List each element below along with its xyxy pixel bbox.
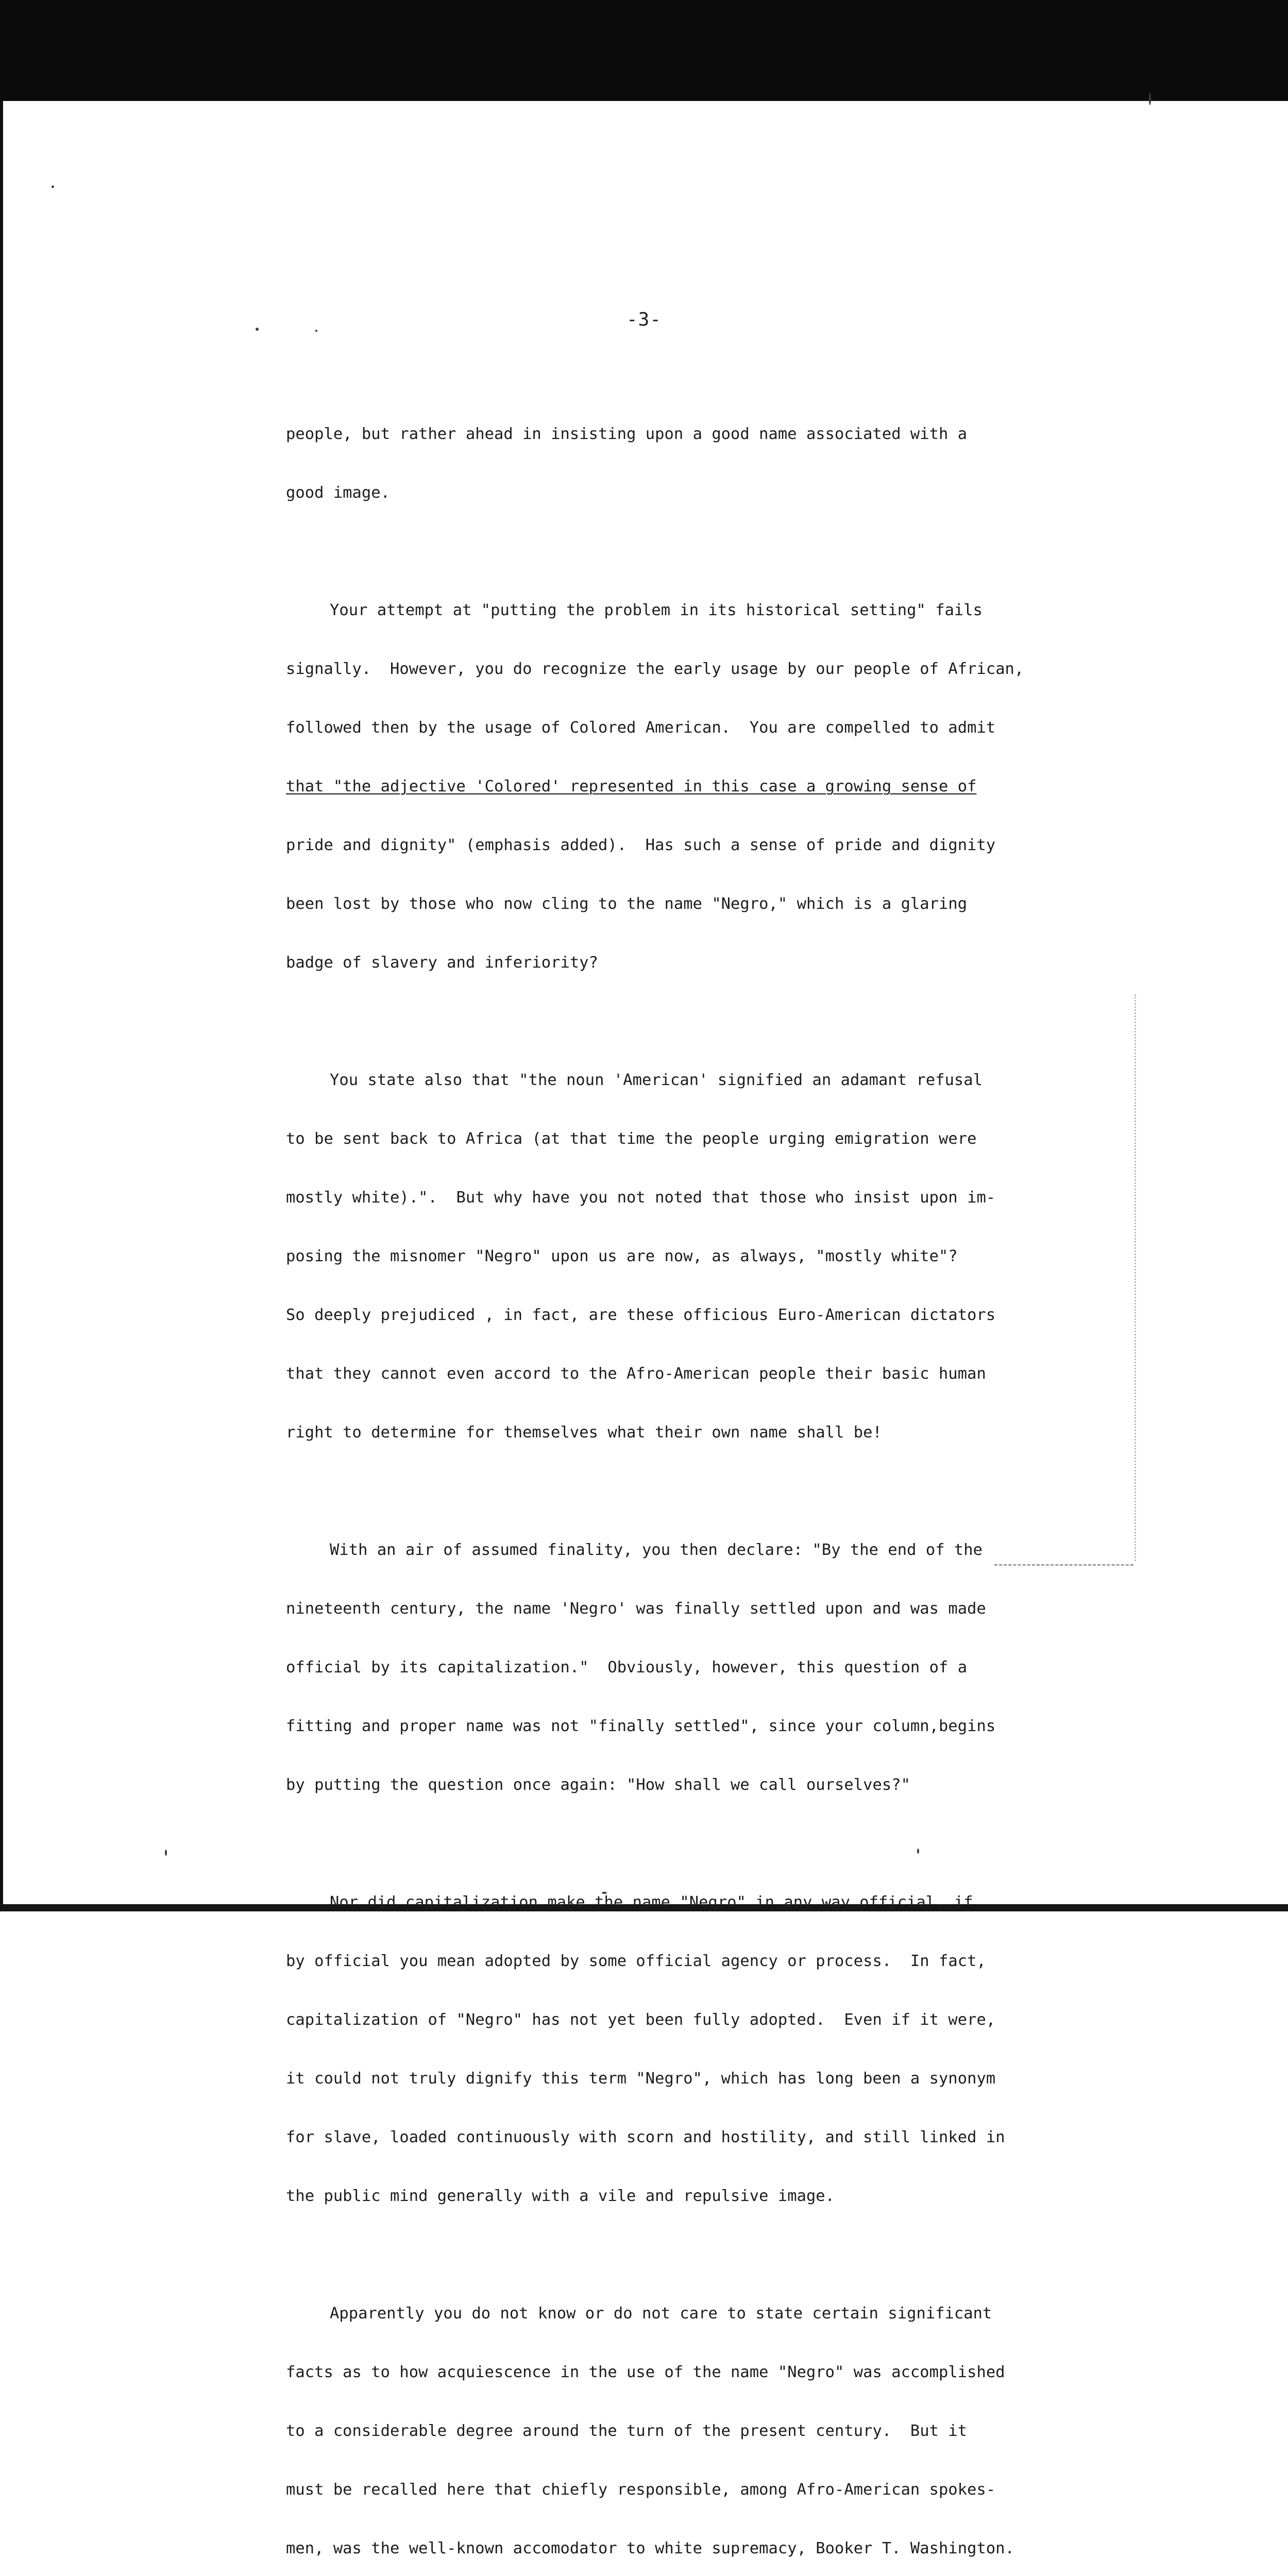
text-line: people, but rather ahead in insisting upon a good name associated with a: [286, 425, 968, 443]
text-line: So deeply prejudiced , in fact, are these officious Euro-American dictators: [286, 1306, 996, 1324]
text-line: Nor did capitalization make the name "Negro" in any way official, if: [330, 1893, 973, 1911]
scan-top-border: [0, 0, 1288, 101]
letter-body: [286, 385, 1043, 2576]
text-line: nineteenth century, the name 'Negro' was finally settled upon and was made: [286, 1600, 986, 1618]
scan-speck: [165, 1850, 167, 1856]
text-line: signally. However, you do recognize the early usage by our people of African,: [286, 660, 1024, 678]
text-line: With an air of assumed finality, you then declare: "By the end of the: [330, 1541, 983, 1559]
text-line: capitalization of "Negro" has not yet been fully adopted. Even if it were,: [286, 2011, 996, 2029]
text-line: the public mind generally with a vile and repulsive image.: [286, 2187, 835, 2205]
text-line: posing the misnomer "Negro" upon us are now, as always, "mostly white"?: [286, 1247, 958, 1265]
text-line: good image.: [286, 484, 390, 502]
margin-dotted-marks: [1131, 994, 1136, 1561]
paragraph: [286, 1031, 1043, 1482]
text-line: fitting and proper name was not "finally settled", since your column,begins: [286, 1717, 996, 1735]
text-line: by putting the question once again: "How shall we call ourselves?": [286, 1776, 910, 1794]
paragraph: [286, 385, 1043, 542]
text-line: mostly white).". But why have you not noted that those who insist upon im-: [286, 1189, 996, 1207]
text-line: to a considerable degree around the turn of the present century. But it: [286, 2422, 968, 2440]
text-line: official by its capitalization." Obviously, however, this question of a: [286, 1658, 968, 1676]
page-number: -3-: [626, 309, 662, 330]
scan-left-edge: [0, 101, 3, 1911]
text-line: facts as to how acquiescence in the use of the name "Negro" was accomplished: [286, 2363, 1005, 2381]
text-line: You state also that "the noun 'American' signified an adamant refusal: [330, 1071, 983, 1089]
text-line: men, was the well-known accomodator to white supremacy, Booker T. Washington.: [286, 2539, 1014, 2557]
text-line-underlined: that "the adjective 'Colored' represented in this case a growing sense of: [286, 777, 977, 795]
text-line: must be recalled here that chiefly responsible, among Afro-American spokes-: [286, 2481, 996, 2499]
text-line: Apparently you do not know or do not care to state certain significant: [330, 2304, 992, 2323]
text-line: to be sent back to Africa (at that time the people urging emigration were: [286, 1130, 977, 1148]
scan-speck: [1149, 93, 1151, 105]
paragraph: [286, 2265, 1043, 2576]
paragraph: [286, 1501, 1043, 1834]
text-line: been lost by those who now cling to the name "Negro," which is a glaring: [286, 895, 968, 913]
text-line: for slave, loaded continuously with scorn and hostility, and still linked in: [286, 2128, 1005, 2146]
paragraph: [286, 562, 1043, 1012]
text-line: right to determine for themselves what their own name shall be!: [286, 1423, 882, 1442]
text-line: Your attempt at "putting the problem in its historical setting" fails: [330, 601, 983, 619]
text-line: badge of slavery and inferiority?: [286, 954, 598, 972]
scan-speck: [52, 185, 54, 188]
text-line: by official you mean adopted by some official agency or process. In fact,: [286, 1952, 986, 1970]
paragraph: [286, 1854, 1043, 2245]
text-line: followed then by the usage of Colored American. You are compelled to admit: [286, 719, 996, 737]
text-line: pride and dignity" (emphasis added). Has such a sense of pride and dignity: [286, 836, 996, 854]
text-line: that they cannot even accord to the Afro-American people their basic human: [286, 1365, 986, 1383]
text-line: it could not truly dignify this term "Negro", which has long been a synonym: [286, 2070, 996, 2088]
